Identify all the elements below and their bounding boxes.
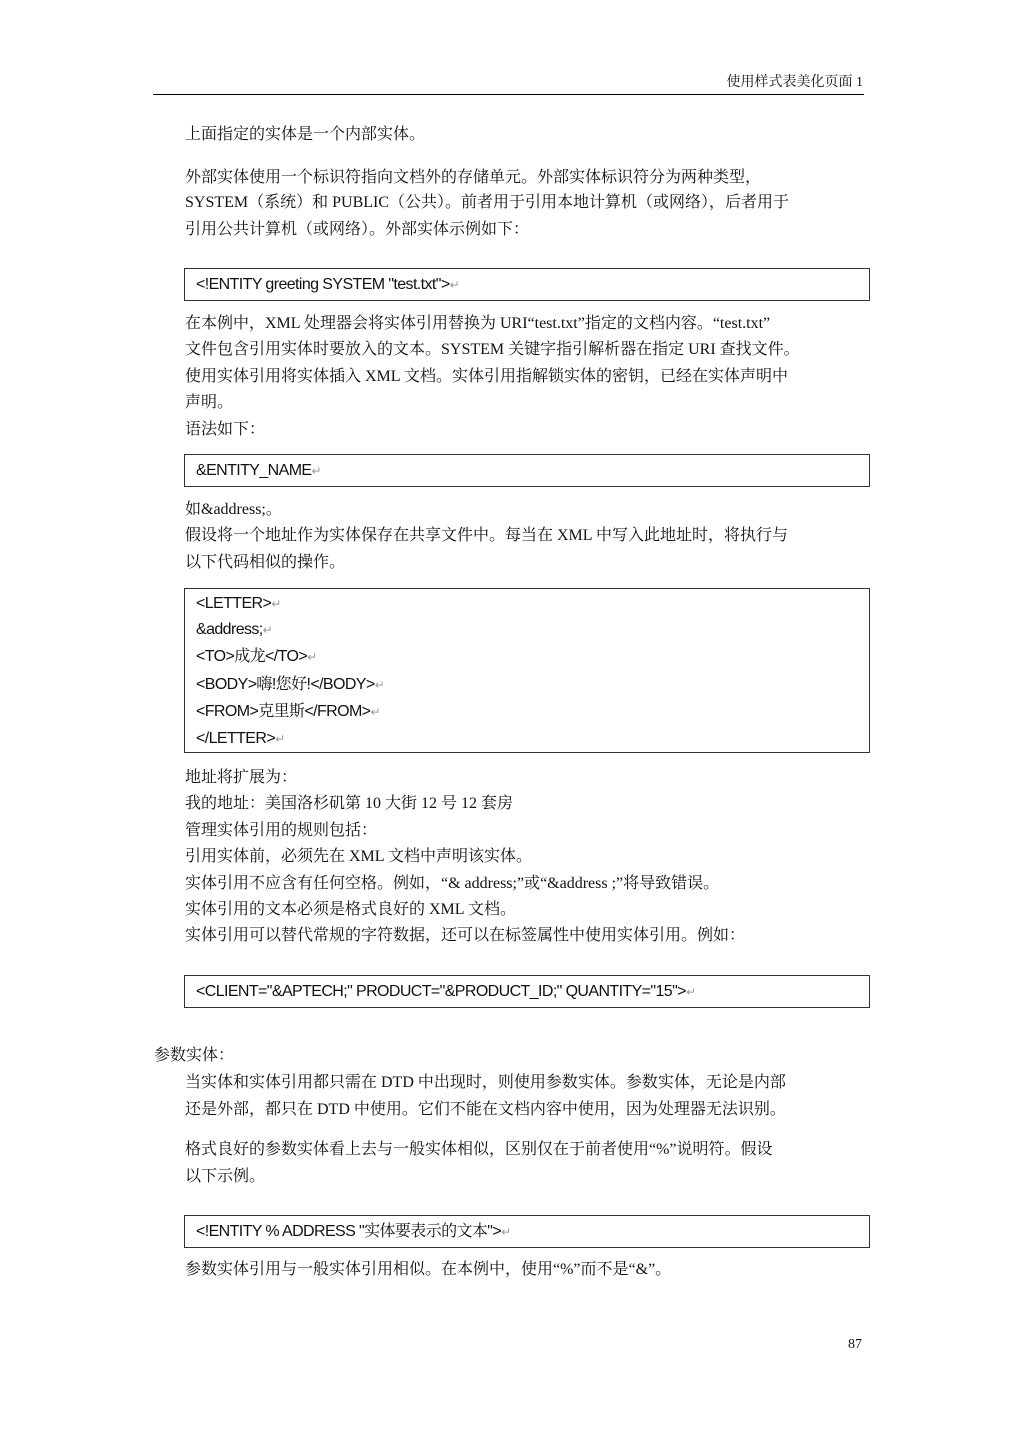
code-line	[196, 461, 321, 481]
paragraph-line: 以下代码相似的操作。	[185, 554, 346, 571]
return-mark-icon: ↵	[370, 705, 380, 719]
code-line	[196, 594, 281, 614]
paragraph: 上面指定的实体是一个内部实体。	[185, 126, 426, 143]
paragraph-line: 管理实体引用的规则包括：	[185, 822, 378, 839]
return-mark-icon: ↵	[685, 985, 696, 999]
paragraph-line: 实体引用可以替代常规的字符数据，还可以在标签属性中使用实体引用。例如：	[185, 927, 746, 944]
return-mark-icon: ↵	[449, 278, 460, 292]
paragraph-line: 以下示例。	[185, 1168, 266, 1185]
code-text: <!ENTITY % ADDRESS "实体要表示的文本">	[196, 1223, 502, 1240]
paragraph-line: 引用公共计算机（或网络）。外部实体示例如下：	[185, 221, 530, 238]
header-rule	[153, 94, 864, 95]
paragraph-line: SYSTEM（系统）和 PUBLIC（公共）。前者用于引用本地计算机（或网络），后者用于	[185, 194, 790, 211]
paragraph-line: 引用实体前，必须先在 XML 文档中声明该实体。	[185, 848, 532, 865]
code-text: </LETTER>	[196, 730, 276, 747]
code-text: <LETTER>	[196, 595, 272, 612]
code-text: &address;	[196, 621, 263, 638]
code-text: <BODY>嗨!您好!</BODY>	[196, 676, 375, 693]
paragraph-line: 实体引用不应含有任何空格。例如，“& address;”或“&address ;”将导致错误。	[185, 875, 720, 892]
paragraph-line: 假设将一个地址作为实体保存在共享文件中。每当在 XML 中写入此地址时，将执行与	[185, 527, 788, 544]
return-mark-icon: ↵	[262, 623, 273, 637]
paragraph-line: 我的地址：美国洛杉矶第 10 大街 12 号 12 套房	[185, 795, 514, 812]
paragraph-line: 当实体和实体引用都只需在 DTD 中出现时，则使用参数实体。参数实体，无论是内部	[185, 1074, 786, 1091]
return-mark-icon: ↵	[311, 464, 321, 478]
paragraph-line: 格式良好的参数实体看上去与一般实体相似，区别仅在于前者使用“%”说明符。假设	[185, 1141, 773, 1158]
code-box	[184, 975, 870, 1008]
code-text: <TO>成龙</TO>	[196, 648, 308, 665]
paragraph-line: 声明。	[185, 394, 234, 411]
paragraph-line: 实体引用的文本必须是格式良好的 XML 文档。	[185, 901, 516, 918]
code-text: <FROM>克里斯</FROM>	[196, 703, 371, 720]
code-line	[196, 729, 285, 749]
code-box	[184, 268, 870, 301]
code-box	[184, 588, 870, 753]
return-mark-icon: ↵	[307, 650, 317, 664]
paragraph-line: 外部实体使用一个标识符指向文档外的存储单元。外部实体标识符分为两种类型，	[185, 169, 762, 186]
paragraph-line: 地址将扩展为：	[185, 769, 298, 786]
page-number: 87	[848, 1337, 862, 1352]
paragraph: 语法如下：	[185, 421, 266, 438]
code-line	[196, 620, 272, 640]
return-mark-icon: ↵	[374, 678, 385, 692]
running-header: 使用样式表美化页面 1	[726, 75, 863, 90]
return-mark-icon: ↵	[275, 732, 285, 746]
paragraph-line: 文件包含引用实体时要放入的文本。SYSTEM 关键字指引解析器在指定 URI 查找文件。	[185, 341, 800, 358]
code-line	[196, 982, 695, 1002]
code-line	[196, 702, 380, 722]
paragraph: 如&address;。	[185, 501, 282, 518]
code-text: <CLIENT="&APTECH;" PRODUCT="&PRODUCT_ID;" QUANTITY="15">	[196, 983, 686, 1000]
code-box	[184, 454, 870, 487]
code-text: <!ENTITY greeting SYSTEM "test.txt">	[196, 276, 450, 293]
code-box	[184, 1215, 870, 1248]
paragraph-line: 使用实体引用将实体插入 XML 文档。实体引用指解锁实体的密钥，已经在实体声明中	[185, 368, 788, 385]
code-line	[196, 647, 317, 667]
section-heading: 参数实体：	[154, 1047, 235, 1064]
code-line	[196, 275, 459, 295]
code-line	[196, 675, 384, 695]
code-line	[196, 1222, 511, 1242]
return-mark-icon: ↵	[271, 597, 281, 611]
code-text: &ENTITY_NAME	[196, 462, 312, 479]
paragraph-line: 在本例中，XML 处理器会将实体引用替换为 URI“test.txt”指定的文档内容。“test.txt”	[185, 315, 771, 332]
return-mark-icon: ↵	[501, 1225, 511, 1239]
paragraph: 参数实体引用与一般实体引用相似。在本例中，使用“%”而不是“&”。	[185, 1261, 672, 1278]
paragraph-line: 还是外部，都只在 DTD 中使用。它们不能在文档内容中使用，因为处理器无法识别。	[185, 1101, 786, 1118]
